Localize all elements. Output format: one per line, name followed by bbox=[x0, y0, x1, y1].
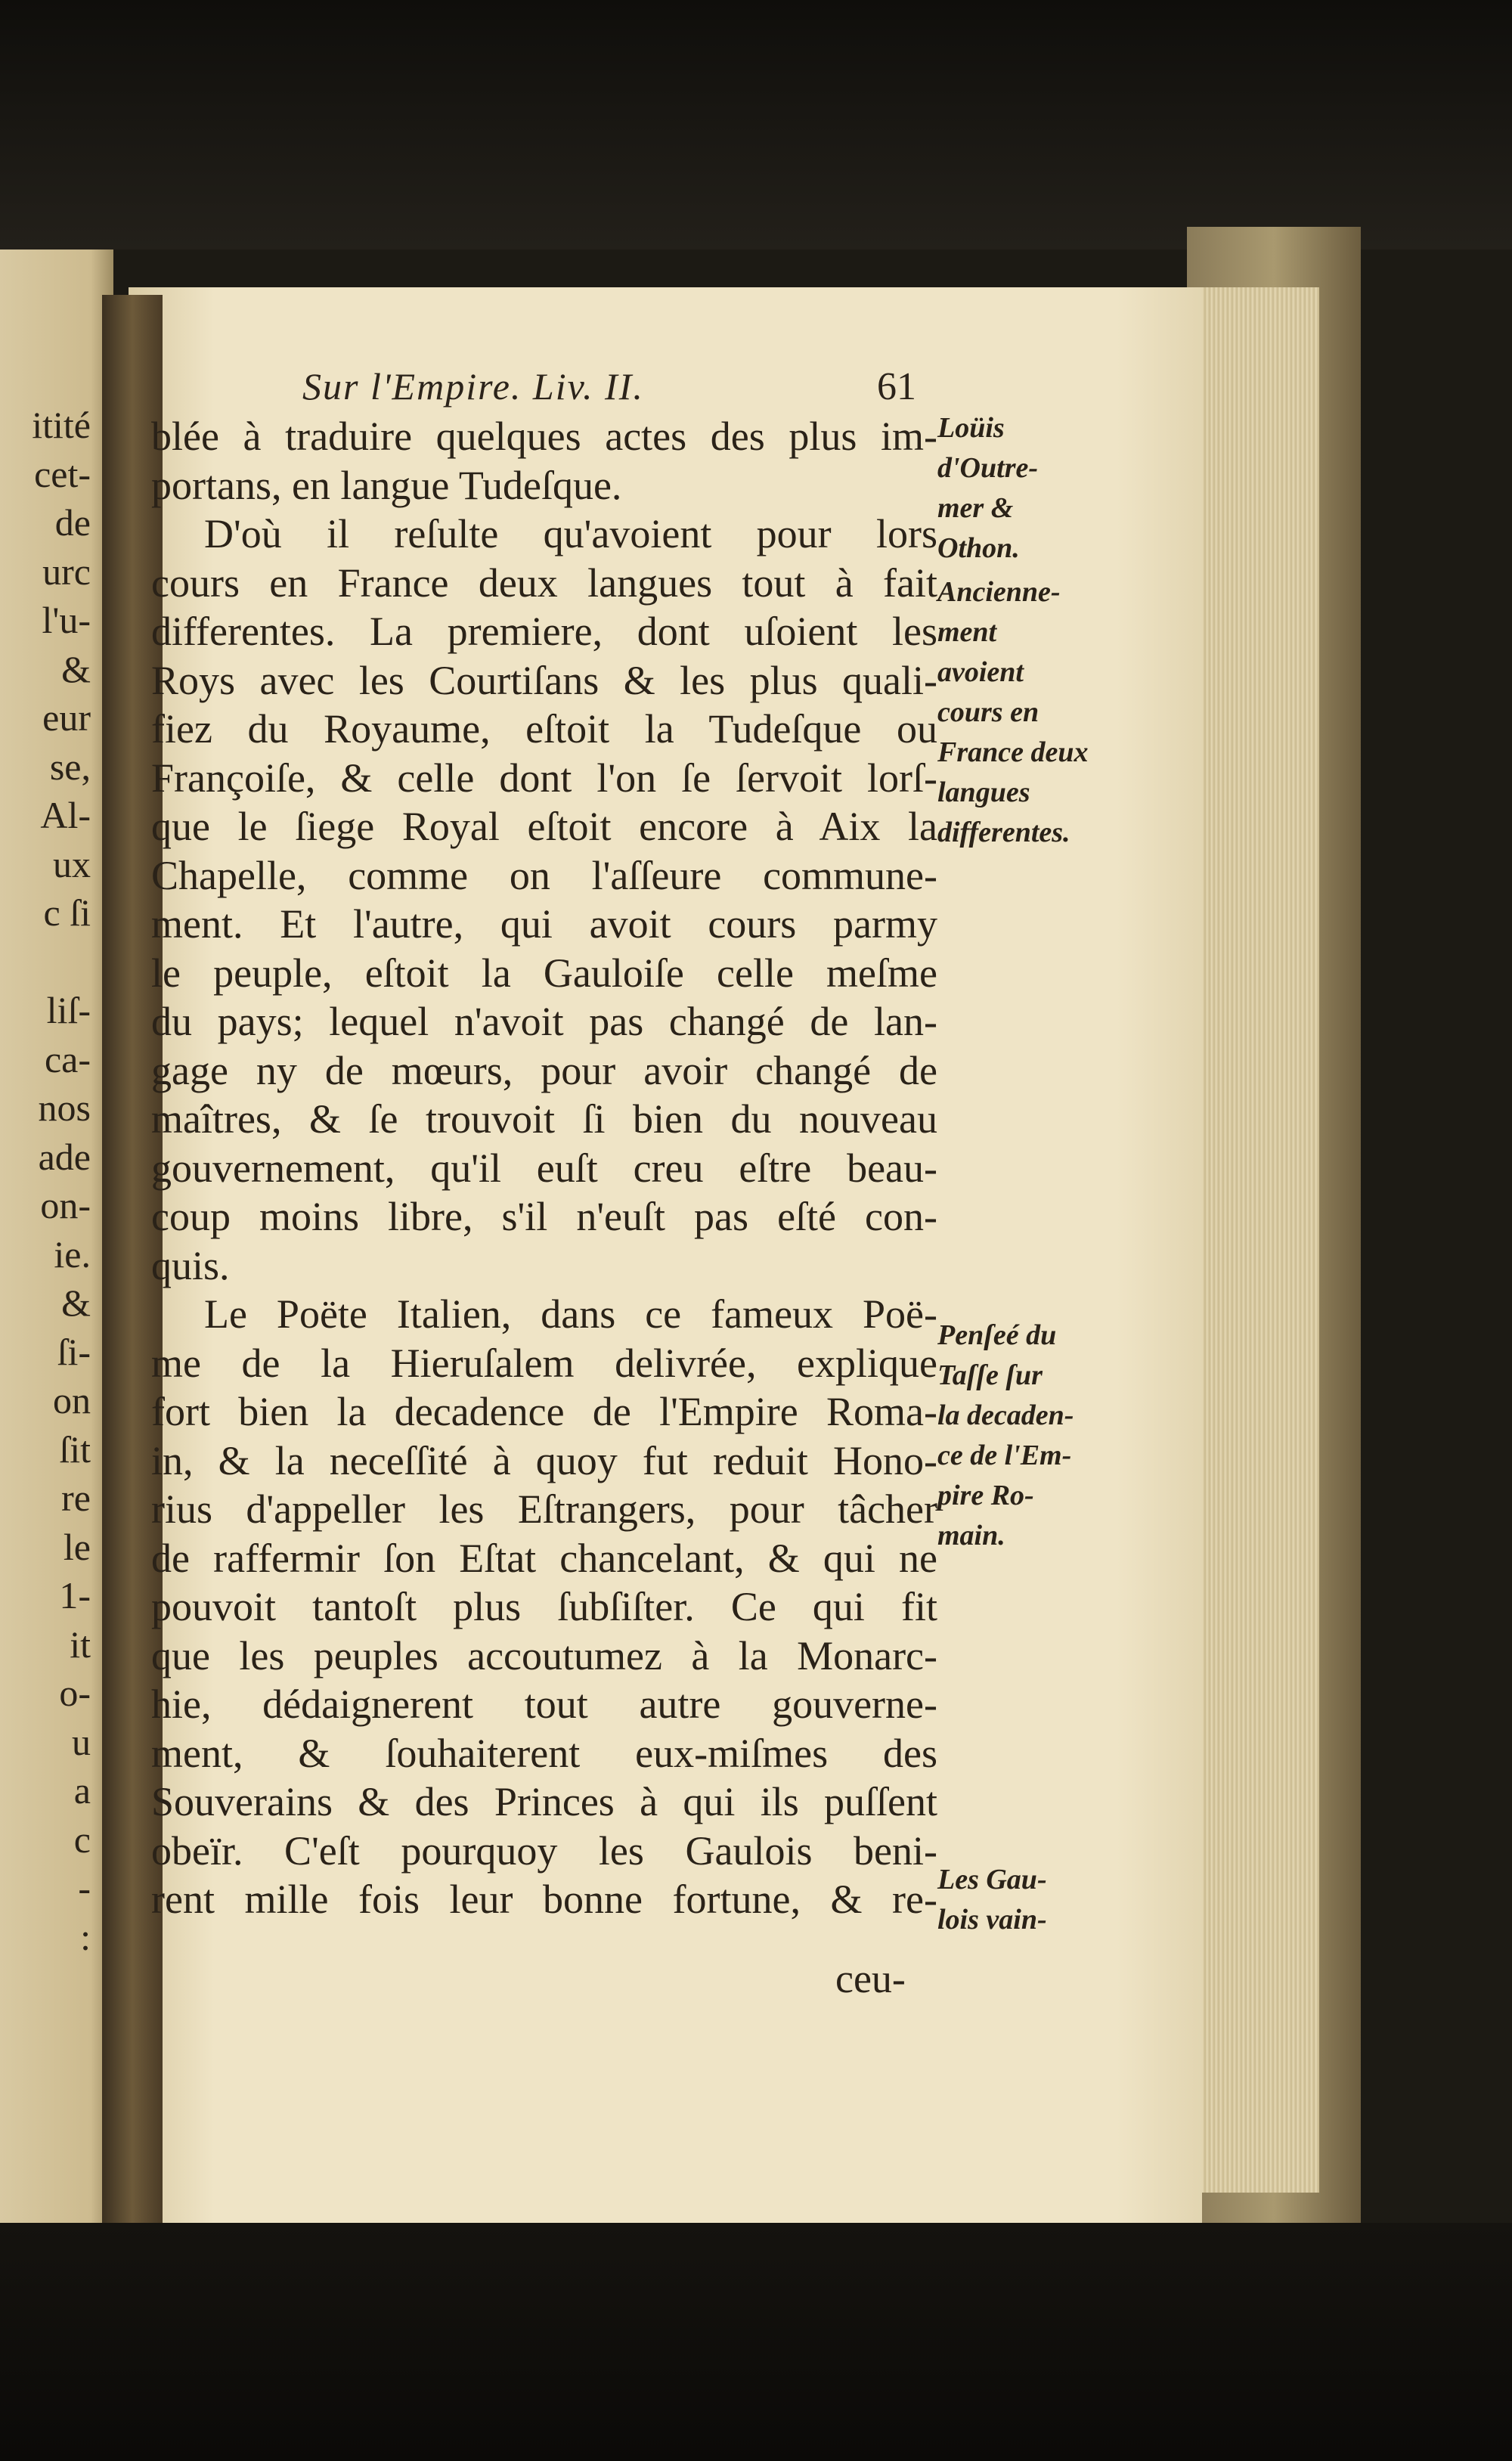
side-note-line: main. bbox=[937, 1520, 1005, 1551]
side-note-line: differentes. bbox=[937, 817, 1070, 848]
body-line: Roys avec les Courtiſans & les plus quali- bbox=[151, 657, 937, 703]
body-line: pouvoit tantoſt plus ſubſiſter. Ce qui fit bbox=[151, 1584, 937, 1629]
body-line: que les peuples accoutumez à la Monarc- bbox=[151, 1632, 937, 1678]
side-note-line: d'Outre- bbox=[937, 452, 1038, 484]
body-line: quis. bbox=[151, 1242, 230, 1288]
side-note-louis bbox=[937, 408, 1126, 569]
left-page-fragment: cet- bbox=[34, 452, 91, 495]
body-line: le peuple, eſtoit la Gauloiſe celle meſme bbox=[151, 950, 937, 996]
body-line: differentes. La premiere, dont uſoient les bbox=[151, 609, 937, 654]
left-page-fragment: le bbox=[63, 1525, 91, 1568]
catch-word: ceu- bbox=[835, 1956, 906, 2001]
body-line: maîtres, & ſe trouvoit ſi bien du nouveau bbox=[151, 1096, 937, 1142]
side-note-line: ment bbox=[937, 616, 997, 648]
left-page-fragment: de bbox=[54, 501, 91, 544]
left-page-fragment: a bbox=[73, 1769, 91, 1812]
side-note-gaulois bbox=[937, 1860, 1126, 1940]
side-note-tasse bbox=[937, 1316, 1126, 1556]
side-note-line: avoient bbox=[937, 656, 1024, 688]
left-page-fragment bbox=[0, 938, 91, 987]
side-note-line: France deux bbox=[937, 736, 1089, 768]
body-line: du pays; lequel n'avoit pas changé de lan- bbox=[151, 999, 937, 1044]
left-page-fragment: eur bbox=[42, 696, 91, 739]
body-line: rent mille fois leur bonne fortune, & re- bbox=[151, 1877, 937, 1922]
side-note-line: Anciennе- bbox=[937, 576, 1061, 608]
body-line: Chapelle, comme on l'aſſeure commune- bbox=[151, 852, 937, 898]
side-note-line: Les Gau- bbox=[937, 1864, 1047, 1895]
body-line: gage ny de mœurs, pour avoir changé de bbox=[151, 1047, 937, 1093]
side-note-line: lois vain- bbox=[937, 1904, 1047, 1936]
left-page-fragment: ca- bbox=[44, 1037, 91, 1080]
side-note-line: Loüis bbox=[937, 412, 1005, 444]
body-line: blée à traduire quelques actes des plus im- bbox=[151, 414, 937, 459]
side-note-line: Othon. bbox=[937, 532, 1020, 564]
body-line: hie, dédaignerent tout autre gouverne- bbox=[151, 1681, 937, 1727]
body-line: de raffermir ſon Eſtat chancelant, & qui ne bbox=[151, 1535, 937, 1581]
body-line: Le Poëte Italien, dans ce fameux Poë- bbox=[204, 1291, 937, 1337]
body-line: me de la Hieruſalem delivrée, explique bbox=[151, 1340, 937, 1386]
left-page-fragment: liſ- bbox=[46, 989, 91, 1031]
side-note-line: Taſſe ſur bbox=[937, 1359, 1043, 1391]
body-line: ment. Et l'autre, qui avoit cours parmy bbox=[151, 901, 937, 947]
page-number: 61 bbox=[877, 365, 916, 408]
body-line: portans, en langue Tudeſque. bbox=[151, 462, 622, 508]
left-page-fragment: ſit bbox=[59, 1427, 91, 1471]
body-line: cours en France deux langues tout à fait bbox=[151, 559, 937, 606]
left-page-fragment: itité bbox=[32, 404, 91, 446]
left-page-fragment: - bbox=[78, 1867, 91, 1909]
left-page-fragment: nos bbox=[38, 1086, 91, 1129]
body-line: rius d'appeller les Eſtrangers, pour tâcher bbox=[151, 1486, 937, 1532]
side-note-line: cours en bbox=[937, 696, 1040, 728]
left-page-text-fragments bbox=[0, 401, 91, 1961]
left-page-fragment: it bbox=[70, 1623, 91, 1666]
left-page-fragment: o- bbox=[59, 1672, 91, 1714]
left-page-fragment: 1- bbox=[59, 1574, 91, 1616]
body-line: D'où il reſulte qu'avoient pour lors bbox=[204, 511, 937, 556]
left-page-fragment: urc bbox=[42, 550, 91, 593]
body-line: fort bien la decadence de l'Empire Roma- bbox=[151, 1389, 937, 1434]
dark-background-bottom bbox=[0, 2223, 1512, 2461]
left-page-fragment: ie. bbox=[54, 1232, 91, 1275]
left-page-fragment: se, bbox=[49, 745, 91, 788]
left-page-fragment: & bbox=[61, 1282, 91, 1324]
left-page-fragment: l'u- bbox=[42, 599, 91, 641]
left-page-fragment: on- bbox=[40, 1184, 91, 1226]
body-line: Françoiſe, & celle dont l'on ſe ſervoit lorſ- bbox=[151, 755, 937, 801]
left-page-fragment: Al- bbox=[40, 794, 91, 836]
left-page-fragment: ſi- bbox=[57, 1330, 91, 1373]
left-page-fragment: u bbox=[72, 1720, 91, 1763]
left-page-fragment: c bbox=[73, 1818, 91, 1861]
left-page-fragment: ade bbox=[38, 1135, 91, 1178]
left-page-fragment: c ſi bbox=[43, 891, 91, 934]
side-note-langues bbox=[937, 572, 1126, 853]
body-line: coup moins libre, s'il n'euſt pas eſté con- bbox=[151, 1194, 937, 1239]
body-line: que le ſiege Royal eſtoit encore à Aix la bbox=[151, 804, 937, 849]
side-note-line: pire Ro- bbox=[937, 1480, 1034, 1511]
running-head: Sur l'Empire. Liv. II. bbox=[302, 365, 644, 408]
left-page-fragment: & bbox=[61, 647, 91, 690]
body-line: fiez du Royaume, eſtoit la Tudeſque ou bbox=[151, 706, 937, 752]
body-line: ment, & ſouhaiterent eux-miſmes des bbox=[151, 1730, 937, 1776]
left-page-fragment: re bbox=[61, 1477, 91, 1519]
side-note-line: ce de l'Em- bbox=[937, 1440, 1072, 1471]
body-line: gouvernement, qu'il euſt creu eſtre beau- bbox=[151, 1145, 937, 1191]
side-note-line: langues bbox=[937, 776, 1030, 808]
dark-background-top bbox=[0, 0, 1512, 250]
side-note-line: la decaden- bbox=[937, 1399, 1074, 1431]
body-text bbox=[151, 412, 937, 1924]
side-note-line: mer & bbox=[937, 492, 1014, 524]
body-line: obeïr. C'eſt pourquoy les Gaulois beni- bbox=[151, 1827, 937, 1874]
left-page-fragment: ux bbox=[53, 842, 91, 885]
book-page-edges bbox=[1198, 287, 1319, 2193]
body-line: in, & la neceſſité à quoy fut reduit Hono- bbox=[151, 1437, 937, 1483]
left-page-fragment: : bbox=[80, 1915, 91, 1958]
side-note-line: Penſeé du bbox=[937, 1319, 1057, 1351]
left-page-fragment: on bbox=[53, 1379, 91, 1421]
body-line: Souverains & des Princes à qui ils puſſent bbox=[151, 1779, 937, 1824]
